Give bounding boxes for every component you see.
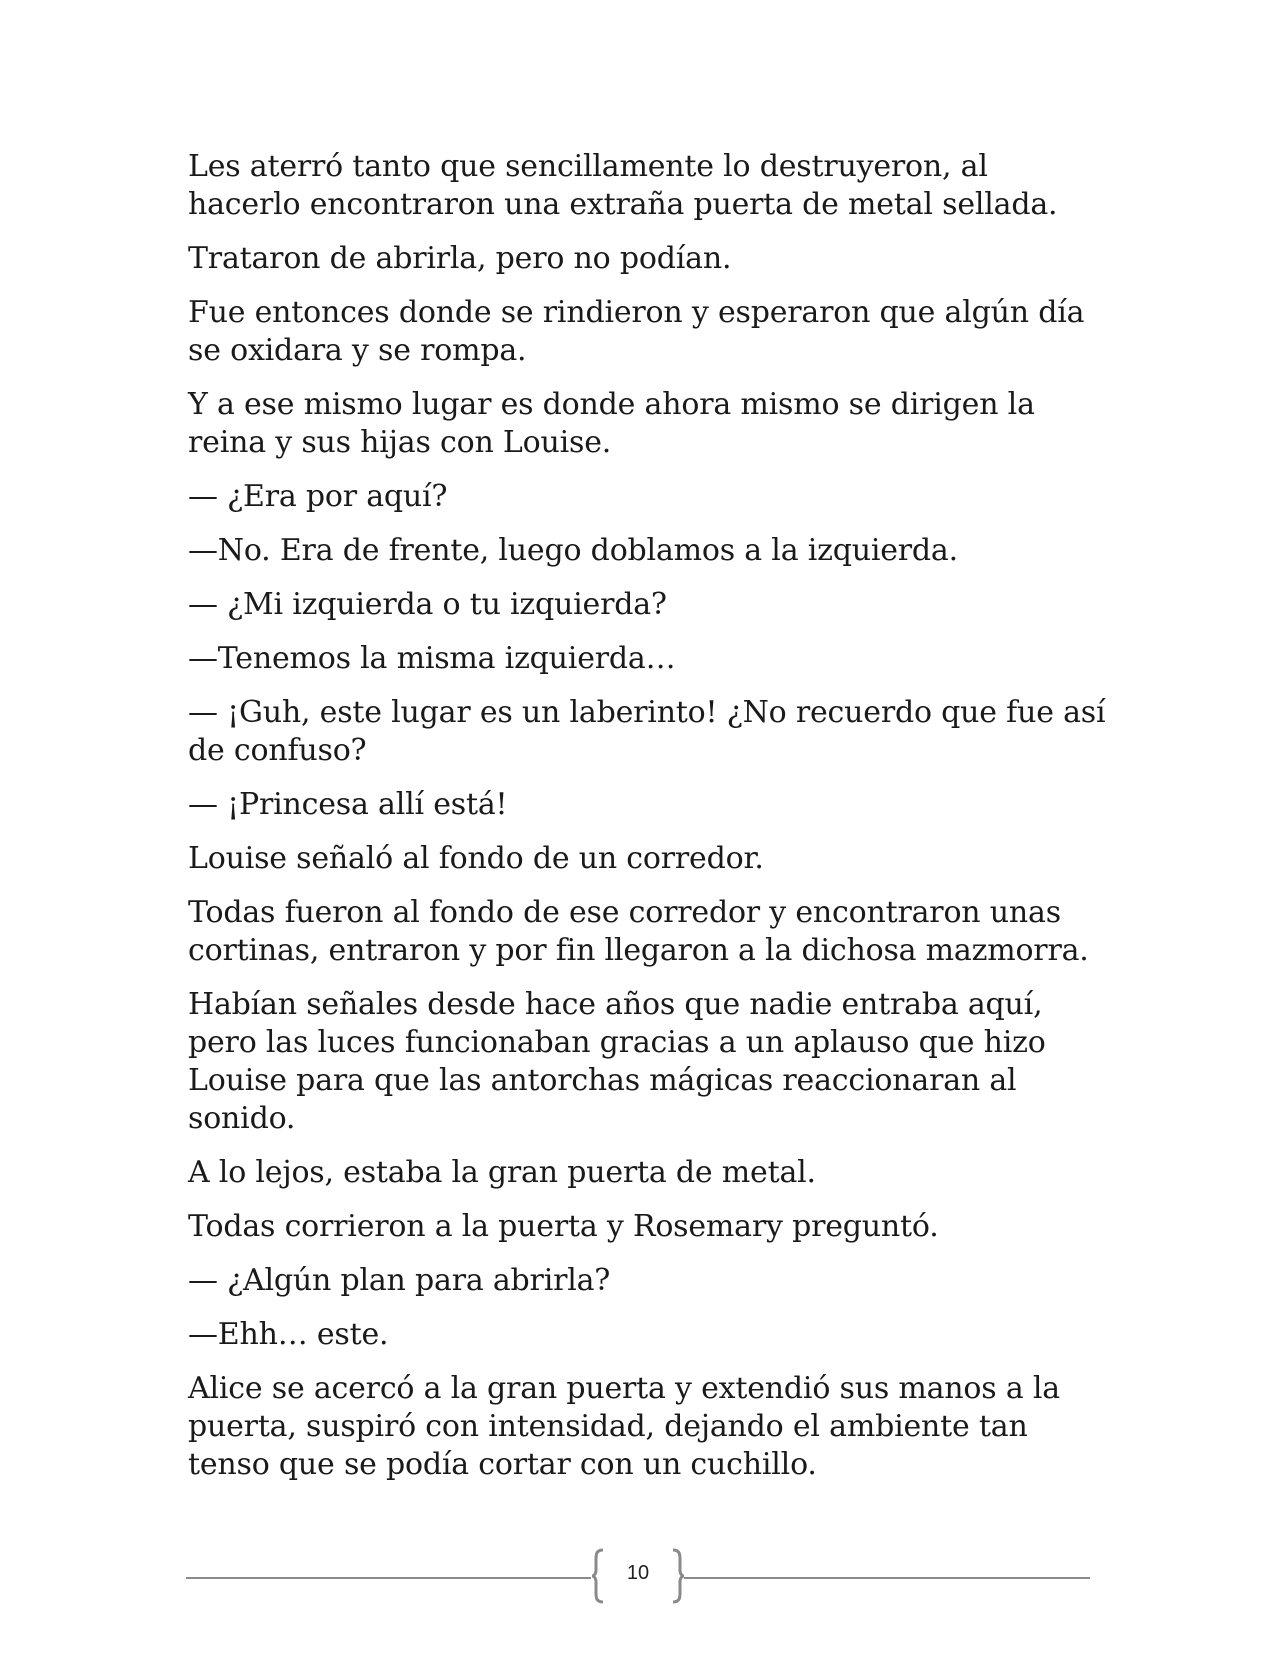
footer-rule-left bbox=[186, 1577, 591, 1579]
dialogue-line: —No. Era de frente, luego doblamos a la izquierda. bbox=[188, 533, 958, 568]
dialogue-line: — ¿Era por aquí? bbox=[188, 479, 448, 514]
paragraph: Louise señaló al fondo de un corredor. bbox=[188, 841, 764, 876]
paragraph: Todas corrieron a la puerta y Rosemary preguntó. bbox=[188, 1209, 939, 1244]
paragraph: Trataron de abrirla, pero no podían. bbox=[188, 241, 732, 276]
page-number: 10 bbox=[626, 1562, 650, 1584]
page-footer bbox=[186, 1548, 1090, 1608]
dialogue-line: —Ehh… este. bbox=[188, 1317, 389, 1352]
paragraph: Todas fueron al fondo de ese corredor y encontraron unas cortinas, entraron y por fin llegaron a la dichosa mazmorra. bbox=[188, 895, 1089, 968]
right-brace-ornament bbox=[670, 1548, 686, 1604]
dialogue-line: —Tenemos la misma izquierda… bbox=[188, 641, 676, 676]
body-text bbox=[188, 148, 1108, 1500]
footer-rule-right bbox=[684, 1577, 1090, 1579]
paragraph: Fue entonces donde se rindieron y esperaron que algún día se oxidara y se rompa. bbox=[188, 295, 1085, 368]
dialogue-line: — ¿Mi izquierda o tu izquierda? bbox=[188, 587, 667, 622]
dialogue-line: — ¿Algún plan para abrirla? bbox=[188, 1263, 611, 1298]
left-brace-ornament bbox=[590, 1548, 606, 1604]
paragraph: Alice se acercó a la gran puerta y extendió sus manos a la puerta, suspiró con intensidad, dejando el ambiente tan tenso que se podía cortar con un cuchillo. bbox=[188, 1371, 1060, 1482]
paragraph: Y a ese mismo lugar es donde ahora mismo se dirigen la reina y sus hijas con Louise. bbox=[188, 387, 1035, 460]
paragraph: Les aterró tanto que sencillamente lo destruyeron, al hacerlo encontraron una extraña puerta de metal sellada. bbox=[188, 149, 1058, 222]
paragraph: A lo lejos, estaba la gran puerta de metal. bbox=[188, 1155, 816, 1190]
paragraph: Habían señales desde hace años que nadie entraba aquí, pero las luces funcionaban gracias a un aplauso que hizo Louise para que las antorchas mágicas reaccionaran al sonido. bbox=[188, 987, 1046, 1136]
dialogue-line: — ¡Guh, este lugar es un laberinto! ¿No recuerdo que fue así de confuso? bbox=[188, 695, 1106, 768]
dialogue-line: — ¡Princesa allí está! bbox=[188, 787, 508, 822]
